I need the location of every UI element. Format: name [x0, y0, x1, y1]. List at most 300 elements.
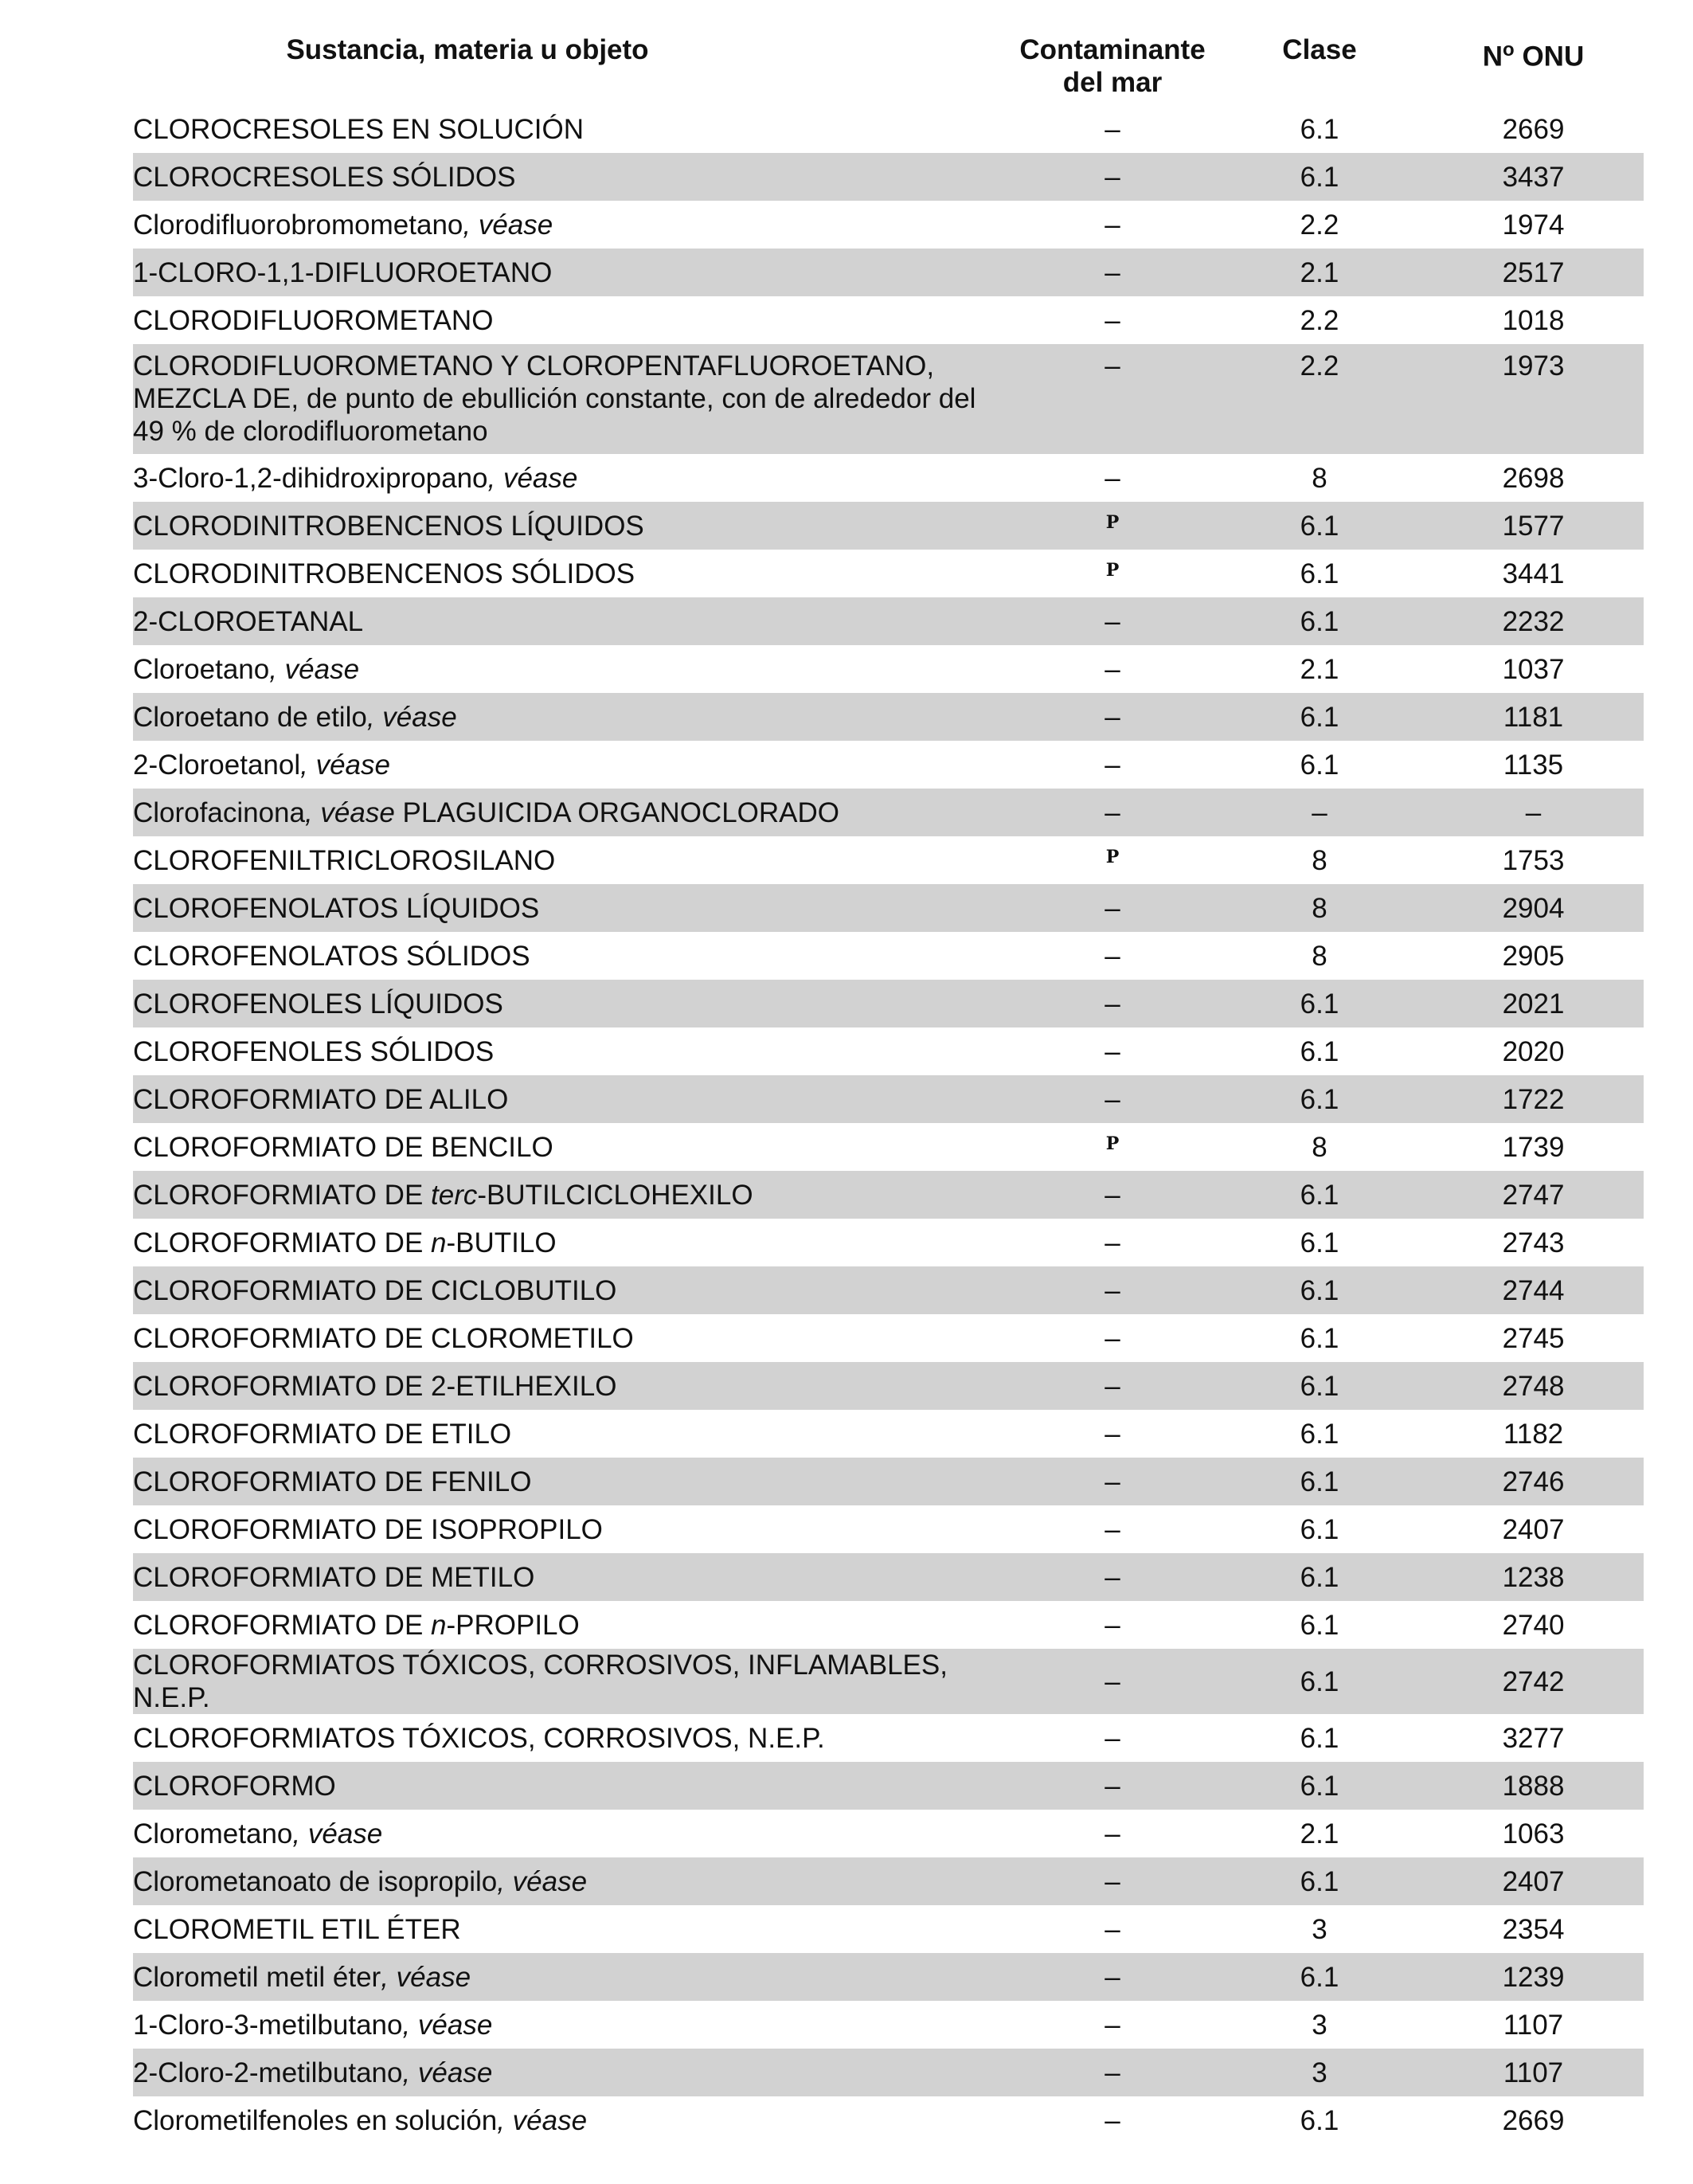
cell-class: 8	[1312, 1131, 1327, 1163]
table-row	[133, 1314, 1644, 1362]
substance-text: CLOROFENOLES LÍQUIDOS	[133, 988, 503, 1020]
cell-class: 6.1	[1216, 1171, 1423, 1219]
table-row	[133, 1266, 1644, 1314]
cell-marine-pollutant	[1009, 550, 1216, 597]
cell-class: 2.2	[1300, 304, 1339, 336]
cell-substance	[133, 1601, 1009, 1649]
cell-un-number: 2669	[1502, 113, 1565, 145]
cell-un-number: 2020	[1502, 1035, 1565, 1067]
header-marine-line2: del mar	[1062, 67, 1163, 98]
cell-marine-pollutant	[1009, 201, 1216, 249]
table-row	[133, 1123, 1644, 1171]
marine-pollutant-value: –	[1105, 1913, 1120, 1945]
table-row	[133, 1219, 1644, 1266]
cell-substance	[133, 1714, 1009, 1762]
cell-marine-pollutant	[1009, 1857, 1216, 1905]
substance-text: CLOROCRESOLES EN SOLUCIÓN	[133, 113, 584, 145]
cell-class: 3	[1312, 1913, 1327, 1945]
cell-marine-pollutant	[1009, 1458, 1216, 1505]
cell-marine-pollutant	[1009, 105, 1216, 153]
substance-italic-text: , véase	[497, 2104, 588, 2136]
cell-un-number: 2744	[1423, 1266, 1644, 1314]
cell-substance	[133, 1905, 1009, 1953]
cell-substance	[133, 1123, 1009, 1171]
cell-un-number: 2904	[1423, 884, 1644, 932]
cell-un-number: 2748	[1423, 1362, 1644, 1410]
cell-substance	[133, 1362, 1009, 1410]
cell-marine-pollutant	[1009, 1410, 1216, 1458]
substance-italic-text: , véase	[381, 1961, 471, 1993]
marine-pollutant-value: –	[1105, 2009, 1120, 2041]
marine-pollutant-value: –	[1105, 304, 1120, 336]
cell-un-number: 1018	[1502, 304, 1565, 336]
dangerous-goods-table	[133, 33, 1644, 2144]
cell-class: 6.1	[1300, 113, 1339, 145]
cell-substance	[133, 1553, 1009, 1601]
table-row	[133, 2001, 1644, 2049]
marine-pollutant-value: –	[1105, 1609, 1120, 1641]
marine-pollutant-value: –	[1105, 605, 1120, 637]
cell-class: 6.1	[1300, 1227, 1339, 1258]
table-row	[133, 1458, 1644, 1505]
table-row	[133, 1601, 1644, 1649]
substance-text: Clorometil metil éter	[133, 1961, 381, 1993]
table-row	[133, 201, 1644, 249]
table-row	[133, 1505, 1644, 1553]
table-row	[133, 1362, 1644, 1410]
cell-substance	[133, 645, 1009, 693]
cell-marine-pollutant	[1009, 2001, 1216, 2049]
cell-class: 6.1	[1300, 1722, 1339, 1754]
cell-substance	[133, 296, 1009, 344]
cell-un-number: 2747	[1423, 1171, 1644, 1219]
substance-text: -PROPILO	[446, 1609, 580, 1641]
substance-italic-text: , véase	[402, 2057, 493, 2088]
table-row	[133, 153, 1644, 201]
table-header	[133, 33, 1644, 105]
cell-marine-pollutant	[1009, 693, 1216, 741]
marine-pollutant-value: –	[1105, 209, 1120, 241]
marine-pollutant-mark: P	[1105, 560, 1120, 581]
marine-pollutant-value: –	[1105, 1818, 1120, 1849]
cell-substance	[133, 1810, 1009, 1857]
cell-marine-pollutant	[1009, 2096, 1216, 2144]
substance-italic-text: , véase	[402, 2009, 493, 2041]
cell-marine-pollutant	[1009, 1810, 1216, 1857]
cell-un-number: 1037	[1502, 653, 1565, 685]
cell-marine-pollutant	[1009, 1953, 1216, 2001]
marine-pollutant-value: –	[1105, 1322, 1120, 1354]
cell-class: 6.1	[1216, 1649, 1423, 1714]
cell-un-number: 1107	[1503, 2009, 1564, 2041]
cell-marine-pollutant	[1009, 502, 1216, 550]
cell-substance	[133, 344, 1009, 454]
cell-marine-pollutant	[1009, 296, 1216, 344]
cell-un-number: 2354	[1502, 1913, 1565, 1945]
cell-substance	[133, 1219, 1009, 1266]
cell-substance	[133, 502, 1009, 550]
cell-class: 6.1	[1216, 1857, 1423, 1905]
substance-italic-text: , véase	[487, 462, 578, 494]
substance-text: CLOROFORMIATO DE FENILO	[133, 1466, 532, 1497]
cell-class: 6.1	[1300, 2104, 1339, 2136]
substance-text: CLOROCRESOLES SÓLIDOS	[133, 161, 516, 193]
substance-text: Cloroetano de etilo	[133, 701, 367, 733]
cell-class: 6.1	[1300, 1609, 1339, 1641]
cell-marine-pollutant	[1009, 1314, 1216, 1362]
substance-text: CLOROFORMIATO DE	[133, 1609, 432, 1641]
substance-text: CLOROFORMO	[133, 1770, 336, 1802]
table-row	[133, 296, 1644, 344]
cell-marine-pollutant	[1009, 884, 1216, 932]
cell-un-number: 1974	[1502, 209, 1565, 241]
cell-marine-pollutant	[1009, 1075, 1216, 1123]
substance-text: PLAGUICIDA ORGANOCLORADO	[394, 796, 839, 828]
cell-marine-pollutant	[1009, 454, 1216, 502]
header-un-prefix: N	[1482, 41, 1503, 72]
cell-un-number: 3277	[1502, 1722, 1565, 1754]
marine-pollutant-value: –	[1105, 1227, 1120, 1258]
cell-substance	[133, 980, 1009, 1027]
substance-italic-text: , véase	[269, 653, 360, 685]
cell-marine-pollutant	[1009, 1505, 1216, 1553]
marine-pollutant-value: –	[1105, 1561, 1120, 1593]
substance-text: 2-CLOROETANAL	[133, 605, 364, 637]
cell-class: 6.1	[1216, 1266, 1423, 1314]
marine-pollutant-value: –	[1105, 2104, 1120, 2136]
marine-pollutant-value: –	[1105, 350, 1120, 382]
header-class: Clase	[1282, 34, 1357, 65]
cell-un-number: 2698	[1502, 462, 1565, 494]
cell-substance	[133, 789, 1009, 836]
cell-un-number: 1888	[1423, 1762, 1644, 1810]
header-un-suffix: ONU	[1514, 41, 1585, 72]
substance-italic-text: , véase	[304, 796, 395, 828]
marine-pollutant-value: –	[1105, 1665, 1120, 1697]
table-row	[133, 1810, 1644, 1857]
cell-marine-pollutant	[1009, 249, 1216, 296]
cell-un-number: 1135	[1503, 749, 1564, 781]
cell-marine-pollutant	[1009, 1905, 1216, 1953]
table-row	[133, 645, 1644, 693]
substance-text: -BUTILCICLOHEXILO	[477, 1179, 753, 1211]
cell-marine-pollutant	[1009, 741, 1216, 789]
cell-un-number: 3437	[1423, 153, 1644, 201]
cell-class: 3	[1216, 2049, 1423, 2096]
cell-marine-pollutant	[1009, 597, 1216, 645]
cell-class: 6.1	[1300, 1322, 1339, 1354]
table-row	[133, 741, 1644, 789]
cell-un-number: 3441	[1502, 558, 1565, 589]
cell-un-number: 1973	[1423, 344, 1644, 454]
cell-un-number: 2517	[1423, 249, 1644, 296]
marine-pollutant-value: –	[1105, 1722, 1120, 1754]
substance-text: Clorometano	[133, 1818, 293, 1849]
table-row	[133, 105, 1644, 153]
substance-text: CLORODINITROBENCENOS SÓLIDOS	[133, 558, 635, 589]
cell-un-number: 2905	[1502, 940, 1565, 972]
document-page	[133, 33, 1644, 2144]
cell-class: 2.1	[1300, 653, 1339, 685]
cell-substance	[133, 2001, 1009, 2049]
substance-text: CLOROFORMIATO DE BENCILO	[133, 1131, 553, 1163]
cell-class: 6.1	[1216, 1553, 1423, 1601]
cell-marine-pollutant	[1009, 1219, 1216, 1266]
cell-marine-pollutant	[1009, 1362, 1216, 1410]
cell-class: 3	[1312, 2009, 1327, 2041]
marine-pollutant-value: –	[1105, 1370, 1120, 1402]
cell-substance	[133, 836, 1009, 884]
cell-class: 6.1	[1216, 1362, 1423, 1410]
marine-pollutant-value: –	[1105, 462, 1120, 494]
marine-pollutant-value: –	[1105, 1770, 1120, 1802]
cell-class: 8	[1312, 462, 1327, 494]
table-row	[133, 1905, 1644, 1953]
cell-un-number: 2740	[1502, 1609, 1565, 1641]
substance-text: Clorometanoato de isopropilo	[133, 1865, 498, 1897]
cell-un-number: 2746	[1423, 1458, 1644, 1505]
cell-substance	[133, 249, 1009, 296]
cell-class: 2.2	[1300, 209, 1339, 241]
cell-marine-pollutant	[1009, 1123, 1216, 1171]
cell-un-number: 1107	[1423, 2049, 1644, 2096]
table-row	[133, 1027, 1644, 1075]
table-row	[133, 2049, 1644, 2096]
cell-substance	[133, 454, 1009, 502]
substance-text: Clorodifluorobromometano	[133, 209, 463, 241]
cell-class: 8	[1216, 884, 1423, 932]
cell-substance	[133, 1649, 1009, 1714]
marine-pollutant-value: –	[1105, 113, 1120, 145]
substance-text: CLOROFORMIATO DE ALILO	[133, 1083, 509, 1115]
cell-class: 6.1	[1300, 1513, 1339, 1545]
cell-class: 8	[1312, 844, 1327, 876]
cell-marine-pollutant	[1009, 932, 1216, 980]
cell-un-number: 2232	[1423, 597, 1644, 645]
cell-class: –	[1216, 789, 1423, 836]
substance-text: CLOROMETIL ETIL ÉTER	[133, 1913, 461, 1945]
cell-marine-pollutant	[1009, 980, 1216, 1027]
cell-marine-pollutant	[1009, 836, 1216, 884]
table-row	[133, 2096, 1644, 2144]
cell-class: 6.1	[1216, 502, 1423, 550]
substance-italic-text: n	[431, 1227, 447, 1258]
header-marine-pollutant	[1009, 33, 1216, 105]
table-row	[133, 1075, 1644, 1123]
table-body	[133, 105, 1644, 2144]
substance-italic-text: , véase	[366, 701, 457, 733]
substance-text: Cloroetano	[133, 653, 270, 685]
marine-pollutant-value: –	[1105, 2057, 1120, 2088]
table-row	[133, 502, 1644, 550]
substance-italic-text: , véase	[497, 1865, 588, 1897]
marine-pollutant-value: –	[1105, 1466, 1120, 1497]
table-row	[133, 1553, 1644, 1601]
cell-un-number: 1722	[1423, 1075, 1644, 1123]
cell-un-number: 1739	[1502, 1131, 1565, 1163]
cell-substance	[133, 1857, 1009, 1905]
cell-marine-pollutant	[1009, 1762, 1216, 1810]
cell-un-number: 2743	[1502, 1227, 1565, 1258]
header-un-number	[1423, 33, 1644, 105]
cell-substance	[133, 105, 1009, 153]
cell-substance	[133, 2096, 1009, 2144]
marine-pollutant-value: –	[1105, 892, 1120, 924]
cell-un-number: 2669	[1502, 2104, 1565, 2136]
substance-text: CLOROFORMIATO DE CLOROMETILO	[133, 1322, 634, 1354]
substance-italic-text: , véase	[463, 209, 553, 241]
header-row	[133, 33, 1644, 105]
marine-pollutant-value: –	[1105, 796, 1120, 828]
substance-text: CLOROFORMIATO DE ISOPROPILO	[133, 1513, 603, 1545]
cell-marine-pollutant	[1009, 1649, 1216, 1714]
marine-pollutant-value: –	[1105, 988, 1120, 1020]
cell-marine-pollutant	[1009, 1601, 1216, 1649]
cell-substance	[133, 1458, 1009, 1505]
substance-text: 3-Cloro-1,2-dihidroxipropano	[133, 462, 488, 494]
cell-class: 6.1	[1216, 153, 1423, 201]
substance-italic-text: terc	[431, 1179, 478, 1211]
marine-pollutant-mark: P	[1105, 512, 1120, 533]
cell-class: 6.1	[1216, 1458, 1423, 1505]
table-row	[133, 597, 1644, 645]
cell-un-number: 1577	[1423, 502, 1644, 550]
substance-text: CLOROFENOLATOS SÓLIDOS	[133, 940, 530, 972]
marine-pollutant-mark: P	[1105, 1133, 1120, 1154]
substance-text: CLOROFENOLES SÓLIDOS	[133, 1035, 495, 1067]
substance-text: -BUTILO	[446, 1227, 557, 1258]
cell-class: 6.1	[1300, 749, 1339, 781]
table-row	[133, 980, 1644, 1027]
marine-pollutant-value: –	[1105, 701, 1120, 733]
cell-marine-pollutant	[1009, 2049, 1216, 2096]
cell-un-number: 2407	[1502, 1513, 1565, 1545]
header-un-sup: o	[1503, 39, 1515, 61]
cell-marine-pollutant	[1009, 789, 1216, 836]
substance-text: CLORODIFLUOROMETANO Y CLOROPENTAFLUOROETANO, MEZCLA DE, de punto de ebullición constante, con de alrededor del 49 % de clorodifluorometano	[133, 350, 976, 447]
marine-pollutant-value: –	[1105, 1035, 1120, 1067]
table-row	[133, 789, 1644, 836]
substance-text: CLOROFORMIATOS TÓXICOS, CORROSIVOS, N.E.P.	[133, 1722, 825, 1754]
marine-pollutant-value: –	[1105, 1179, 1120, 1211]
table-row	[133, 1171, 1644, 1219]
cell-substance	[133, 201, 1009, 249]
cell-substance	[133, 1314, 1009, 1362]
substance-text: CLOROFORMIATO DE	[133, 1227, 432, 1258]
table-row	[133, 693, 1644, 741]
cell-substance	[133, 1762, 1009, 1810]
cell-un-number: –	[1423, 789, 1644, 836]
cell-un-number: 2021	[1423, 980, 1644, 1027]
cell-un-number: 1181	[1423, 693, 1644, 741]
substance-text: CLOROFORMIATO DE ETILO	[133, 1418, 512, 1450]
cell-substance	[133, 1505, 1009, 1553]
cell-class: 2.1	[1300, 1818, 1339, 1849]
cell-class: 6.1	[1300, 558, 1339, 589]
marine-pollutant-value: –	[1105, 1961, 1120, 1993]
substance-text: CLOROFORMIATO DE	[133, 1179, 432, 1211]
table-row	[133, 454, 1644, 502]
cell-substance	[133, 693, 1009, 741]
marine-pollutant-value: –	[1105, 256, 1120, 288]
cell-un-number: 2742	[1423, 1649, 1644, 1714]
cell-class: 6.1	[1216, 597, 1423, 645]
marine-pollutant-value: –	[1105, 161, 1120, 193]
cell-un-number: 1238	[1423, 1553, 1644, 1601]
cell-class: 6.1	[1300, 1418, 1339, 1450]
substance-text: 1-CLORO-1,1-DIFLUOROETANO	[133, 256, 553, 288]
marine-pollutant-value: –	[1105, 1418, 1120, 1450]
table-row	[133, 1762, 1644, 1810]
cell-substance	[133, 1075, 1009, 1123]
cell-substance	[133, 741, 1009, 789]
cell-substance	[133, 2049, 1009, 2096]
table-row	[133, 1649, 1644, 1714]
marine-pollutant-value: –	[1105, 1083, 1120, 1115]
cell-un-number: 1182	[1503, 1418, 1564, 1450]
cell-substance	[133, 550, 1009, 597]
cell-substance	[133, 884, 1009, 932]
substance-text: 2-Cloro-2-metilbutano	[133, 2057, 403, 2088]
substance-text: CLOROFORMIATOS TÓXICOS, CORROSIVOS, INFLAMABLES, N.E.P.	[133, 1650, 948, 1713]
header-marine-line1: Contaminante	[1019, 34, 1206, 65]
substance-text: CLOROFORMIATO DE 2-ETILHEXILO	[133, 1370, 617, 1402]
substance-text: CLOROFENOLATOS LÍQUIDOS	[133, 892, 540, 924]
cell-substance	[133, 597, 1009, 645]
marine-pollutant-mark: P	[1105, 847, 1120, 867]
substance-text: CLORODIFLUOROMETANO	[133, 304, 494, 336]
table-row	[133, 1714, 1644, 1762]
substance-text: 2-Cloroetanol	[133, 749, 301, 781]
cell-class: 2.1	[1216, 249, 1423, 296]
cell-marine-pollutant	[1009, 344, 1216, 454]
table-row	[133, 1857, 1644, 1905]
table-row	[133, 1953, 1644, 2001]
cell-marine-pollutant	[1009, 153, 1216, 201]
table-row	[133, 1410, 1644, 1458]
marine-pollutant-value: –	[1105, 940, 1120, 972]
cell-substance	[133, 1410, 1009, 1458]
header-substance: Sustancia, materia u objeto	[286, 34, 649, 65]
cell-un-number: 1239	[1423, 1953, 1644, 2001]
cell-un-number: 2745	[1502, 1322, 1565, 1354]
cell-class: 6.1	[1216, 1762, 1423, 1810]
substance-text: CLOROFORMIATO DE CICLOBUTILO	[133, 1274, 617, 1306]
cell-marine-pollutant	[1009, 1553, 1216, 1601]
cell-marine-pollutant	[1009, 1171, 1216, 1219]
marine-pollutant-value: –	[1105, 1513, 1120, 1545]
table-row	[133, 932, 1644, 980]
table-row	[133, 344, 1644, 454]
marine-pollutant-value: –	[1105, 1865, 1120, 1897]
cell-class: 6.1	[1216, 1075, 1423, 1123]
cell-substance	[133, 153, 1009, 201]
cell-class: 6.1	[1300, 1035, 1339, 1067]
marine-pollutant-value: –	[1105, 749, 1120, 781]
substance-text: CLOROFENILTRICLOROSILANO	[133, 844, 556, 876]
substance-text: Clorofacinona	[133, 796, 305, 828]
substance-text: CLORODINITROBENCENOS LÍQUIDOS	[133, 510, 644, 542]
cell-class: 6.1	[1216, 693, 1423, 741]
substance-italic-text: , véase	[300, 749, 390, 781]
cell-marine-pollutant	[1009, 645, 1216, 693]
cell-un-number: 1753	[1502, 844, 1565, 876]
cell-marine-pollutant	[1009, 1266, 1216, 1314]
cell-un-number: 2407	[1423, 1857, 1644, 1905]
table-row	[133, 550, 1644, 597]
marine-pollutant-value: –	[1105, 653, 1120, 685]
cell-substance	[133, 1171, 1009, 1219]
